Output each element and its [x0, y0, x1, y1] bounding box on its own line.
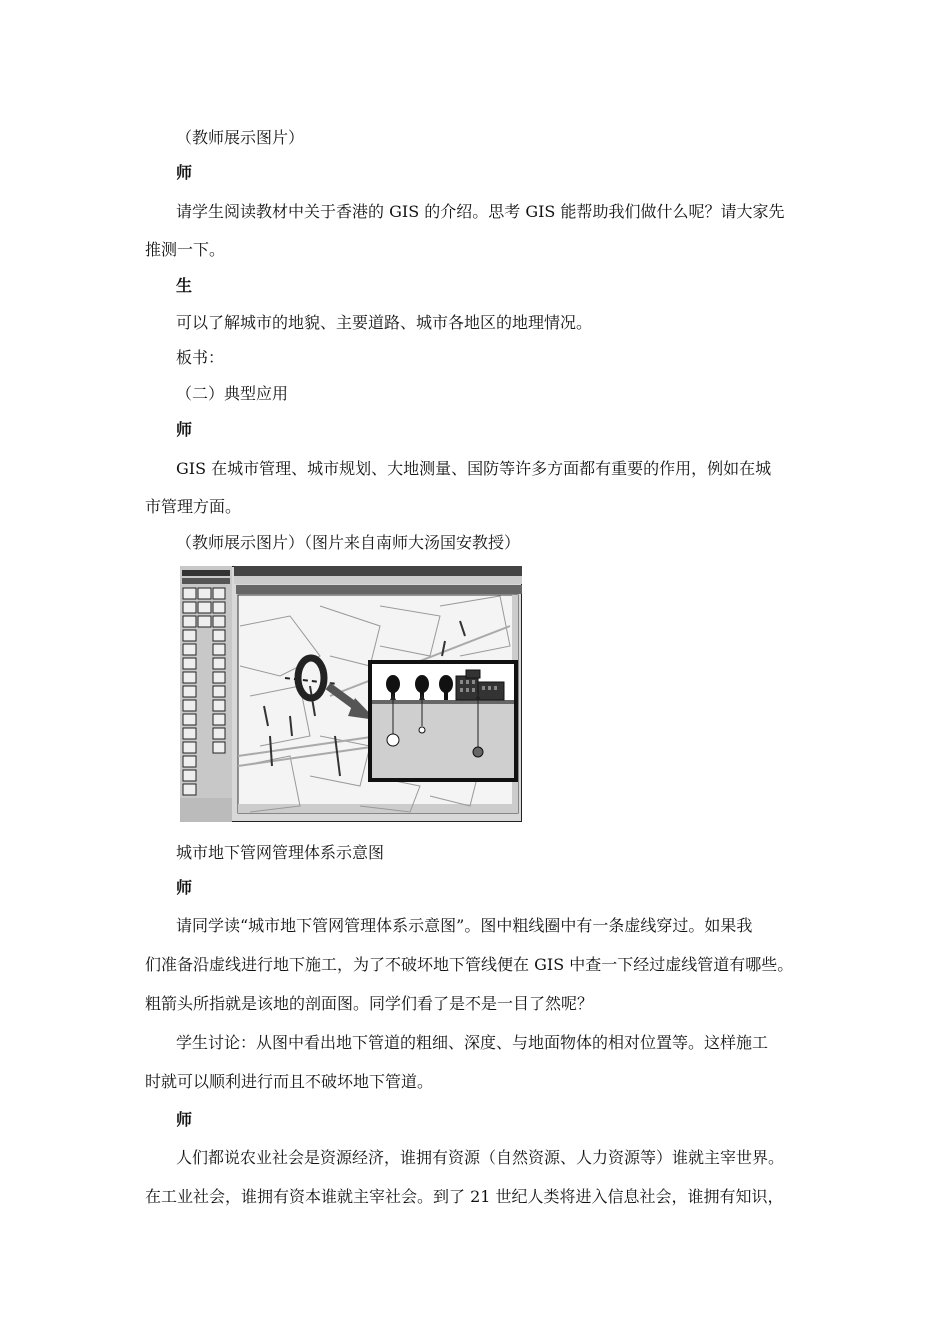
speaker-teacher: 师	[176, 163, 193, 182]
paragraph: 学生讨论：从图中看出地下管道的粗细、深度、与地面物体的相对位置等。这样施工	[176, 1033, 769, 1052]
paragraph: GIS 在城市管理、城市规划、大地测量、国防等许多方面都有重要的作用，例如在城	[176, 459, 772, 478]
paragraph: 们准备沿虚线进行地下施工，为了不破坏地下管线便在 GIS 中查一下经过虚线管道有哪些。	[145, 955, 794, 974]
paragraph: 可以了解城市的地貌、主要道路、城市各地区的地理情况。	[176, 313, 593, 332]
speaker-student: 生	[176, 276, 193, 295]
paragraph: （教师展示图片）	[176, 128, 305, 147]
paragraph: 请同学读“城市地下管网管理体系示意图”。图中粗线圈中有一条虚线穿过。如果我	[176, 916, 753, 935]
paragraph: （教师展示图片）（图片来自南师大汤国安教授）	[176, 533, 521, 552]
paragraph: 市管理方面。	[145, 497, 242, 516]
gis-underground-pipe-diagram	[180, 566, 522, 822]
paragraph: 时就可以顺利进行而且不破坏地下管道。	[145, 1072, 434, 1091]
figure-caption: 城市地下管网管理体系示意图	[176, 843, 385, 862]
paragraph: 粗箭头所指就是该地的剖面图。同学们看了是不是一目了然呢？	[145, 994, 594, 1013]
paragraph: 人们都说农业社会是资源经济，谁拥有资源（自然资源、人力资源等）谁就主宰世界。	[176, 1148, 785, 1167]
speaker-teacher: 师	[176, 878, 193, 897]
paragraph: 请学生阅读教材中关于香港的 GIS 的介绍。思考 GIS 能帮助我们做什么呢？请大家先	[176, 202, 785, 221]
paragraph: 板书：	[176, 348, 225, 367]
paragraph: 推测一下。	[145, 240, 226, 259]
paragraph: （二）典型应用	[176, 384, 289, 403]
speaker-teacher: 师	[176, 420, 193, 439]
speaker-teacher: 师	[176, 1110, 193, 1129]
paragraph: 在工业社会，谁拥有资本谁就主宰社会。到了 21 世纪人类将进入信息社会，谁拥有知识，	[145, 1187, 784, 1206]
